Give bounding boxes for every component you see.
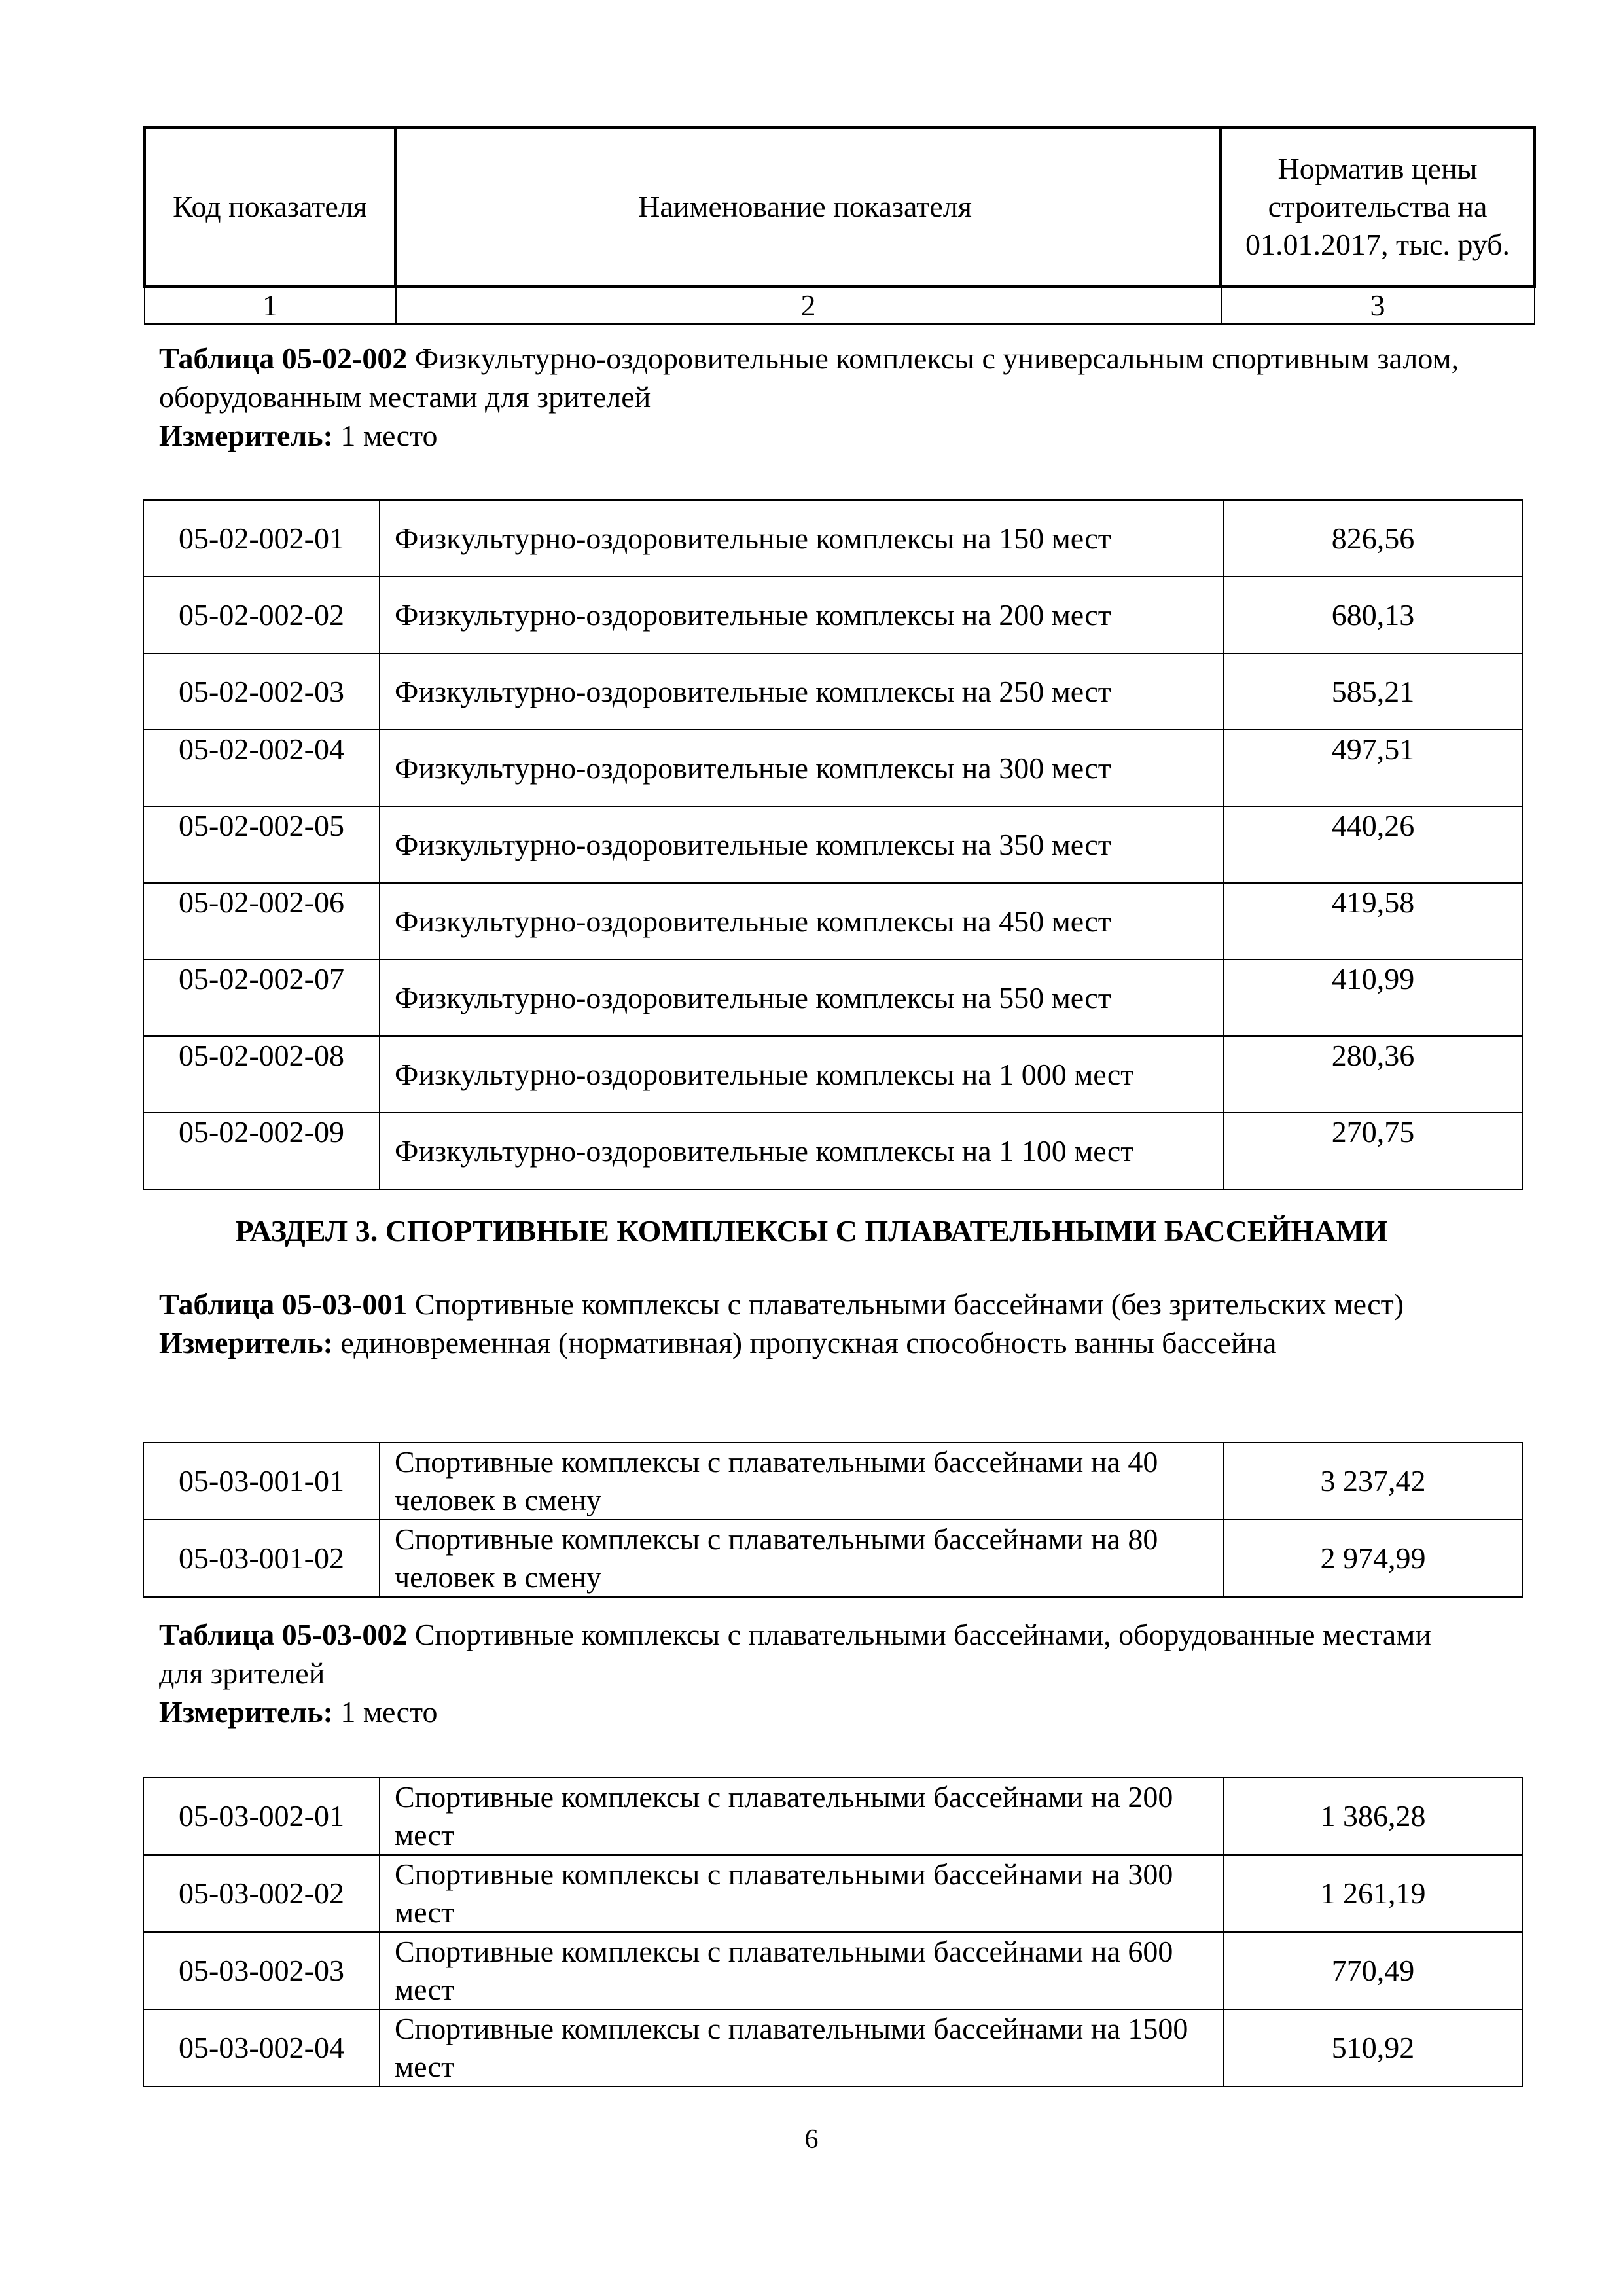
table-row <box>143 883 1522 960</box>
row-value: 585,21 <box>1224 653 1522 730</box>
table-05-03-001 <box>143 1442 1523 1598</box>
row-value: 826,56 <box>1224 500 1522 577</box>
row-name: Физкультурно-оздоровительные комплексы на 150 мест <box>380 500 1224 577</box>
row-value: 510,92 <box>1224 2009 1522 2087</box>
row-value: 497,51 <box>1224 730 1522 806</box>
t3-title-text: Спортивные комплексы с плавательными бассейнами, оборудованные местами для зрителей <box>159 1618 1431 1690</box>
header-table <box>143 126 1536 325</box>
t2-title-bold: Таблица 05-03-001 <box>159 1287 408 1321</box>
table-row <box>143 806 1522 883</box>
table-row <box>143 1113 1522 1189</box>
row-value: 1 386,28 <box>1224 1778 1522 1855</box>
header-code: Код показателя <box>145 128 396 287</box>
section-heading: РАЗДЕЛ 3. СПОРТИВНЫЕ КОМПЛЕКСЫ С ПЛАВАТЕЛЬНЫМИ БАССЕЙНАМИ <box>235 1214 1388 1247</box>
t2-caption <box>159 1285 1481 1362</box>
row-name: Физкультурно-оздоровительные комплексы на 1 100 мест <box>380 1113 1224 1189</box>
header-name: Наименование показателя <box>396 128 1221 287</box>
t2-unit-bold: Измеритель: <box>159 1326 333 1359</box>
row-code: 05-03-002-04 <box>143 2009 380 2087</box>
row-code: 05-02-002-07 <box>143 960 380 1036</box>
row-name: Физкультурно-оздоровительные комплексы на 350 мест <box>380 806 1224 883</box>
row-code: 05-02-002-03 <box>143 653 380 730</box>
row-value: 680,13 <box>1224 577 1522 653</box>
header-num-1: 1 <box>145 287 396 325</box>
row-value: 410,99 <box>1224 960 1522 1036</box>
t3-title-bold: Таблица 05-03-002 <box>159 1618 408 1651</box>
t3-caption <box>159 1615 1481 1731</box>
row-name: Спортивные комплексы с плавательными бассейнами на 1500 мест <box>380 2009 1224 2087</box>
header-norm: Норматив цены строительства на 01.01.2017, тыс. руб. <box>1221 128 1535 287</box>
row-code: 05-02-002-02 <box>143 577 380 653</box>
row-code: 05-03-001-01 <box>143 1443 380 1520</box>
t1-unit-text: 1 место <box>332 419 438 452</box>
row-name: Физкультурно-оздоровительные комплексы на 550 мест <box>380 960 1224 1036</box>
table-row <box>143 1932 1522 2009</box>
row-name: Спортивные комплексы с плавательными бассейнами на 200 мест <box>380 1778 1224 1855</box>
table-row <box>143 577 1522 653</box>
row-value: 280,36 <box>1224 1036 1522 1113</box>
row-value: 3 237,42 <box>1224 1443 1522 1520</box>
header-num-2: 2 <box>396 287 1221 325</box>
row-name: Спортивные комплексы с плавательными бассейнами на 80 человек в смену <box>380 1520 1224 1597</box>
row-name: Физкультурно-оздоровительные комплексы на 250 мест <box>380 653 1224 730</box>
t1-unit-bold: Измеритель: <box>159 419 333 452</box>
t1-title-bold: Таблица 05-02-002 <box>159 342 408 375</box>
t2-title-text: Спортивные комплексы с плавательными бассейнами (без зрительских мест) <box>407 1287 1404 1321</box>
row-code: 05-03-002-03 <box>143 1932 380 2009</box>
row-code: 05-03-002-01 <box>143 1778 380 1855</box>
row-name: Спортивные комплексы с плавательными бассейнами на 300 мест <box>380 1855 1224 1932</box>
row-name: Спортивные комплексы с плавательными бассейнами на 600 мест <box>380 1932 1224 2009</box>
row-value: 270,75 <box>1224 1113 1522 1189</box>
t3-unit-bold: Измеритель: <box>159 1695 333 1729</box>
row-value: 770,49 <box>1224 1932 1522 2009</box>
row-value: 419,58 <box>1224 883 1522 960</box>
table-row <box>143 653 1522 730</box>
row-code: 05-02-002-04 <box>143 730 380 806</box>
row-code: 05-02-002-08 <box>143 1036 380 1113</box>
table-row <box>143 960 1522 1036</box>
row-code: 05-02-002-01 <box>143 500 380 577</box>
page-number: 6 <box>804 2125 819 2155</box>
table-row <box>143 2009 1522 2087</box>
t1-caption <box>159 339 1481 455</box>
row-code: 05-02-002-05 <box>143 806 380 883</box>
row-name: Физкультурно-оздоровительные комплексы на 300 мест <box>380 730 1224 806</box>
t3-unit-text: 1 место <box>332 1695 438 1729</box>
table-05-02-002 <box>143 499 1523 1190</box>
table-row <box>143 1520 1522 1597</box>
row-value: 1 261,19 <box>1224 1855 1522 1932</box>
table-row <box>143 730 1522 806</box>
table-row <box>143 1778 1522 1855</box>
table-row <box>143 500 1522 577</box>
row-name: Спортивные комплексы с плавательными бассейнами на 40 человек в смену <box>380 1443 1224 1520</box>
row-code: 05-03-001-02 <box>143 1520 380 1597</box>
table-row <box>143 1443 1522 1520</box>
row-name: Физкультурно-оздоровительные комплексы на 200 мест <box>380 577 1224 653</box>
table-row <box>143 1036 1522 1113</box>
row-value: 440,26 <box>1224 806 1522 883</box>
t1-title-text: Физкультурно-оздоровительные комплексы с универсальным спортивным залом, оборудованным местами для зрителей <box>159 342 1459 414</box>
row-name: Физкультурно-оздоровительные комплексы на 1 000 мест <box>380 1036 1224 1113</box>
t2-unit-text: единовременная (нормативная) пропускная способность ванны бассейна <box>332 1326 1277 1359</box>
row-code: 05-02-002-09 <box>143 1113 380 1189</box>
table-row <box>143 1855 1522 1932</box>
table-05-03-002 <box>143 1777 1523 2087</box>
row-code: 05-03-002-02 <box>143 1855 380 1932</box>
row-name: Физкультурно-оздоровительные комплексы на 450 мест <box>380 883 1224 960</box>
header-num-3: 3 <box>1221 287 1535 325</box>
row-code: 05-02-002-06 <box>143 883 380 960</box>
row-value: 2 974,99 <box>1224 1520 1522 1597</box>
